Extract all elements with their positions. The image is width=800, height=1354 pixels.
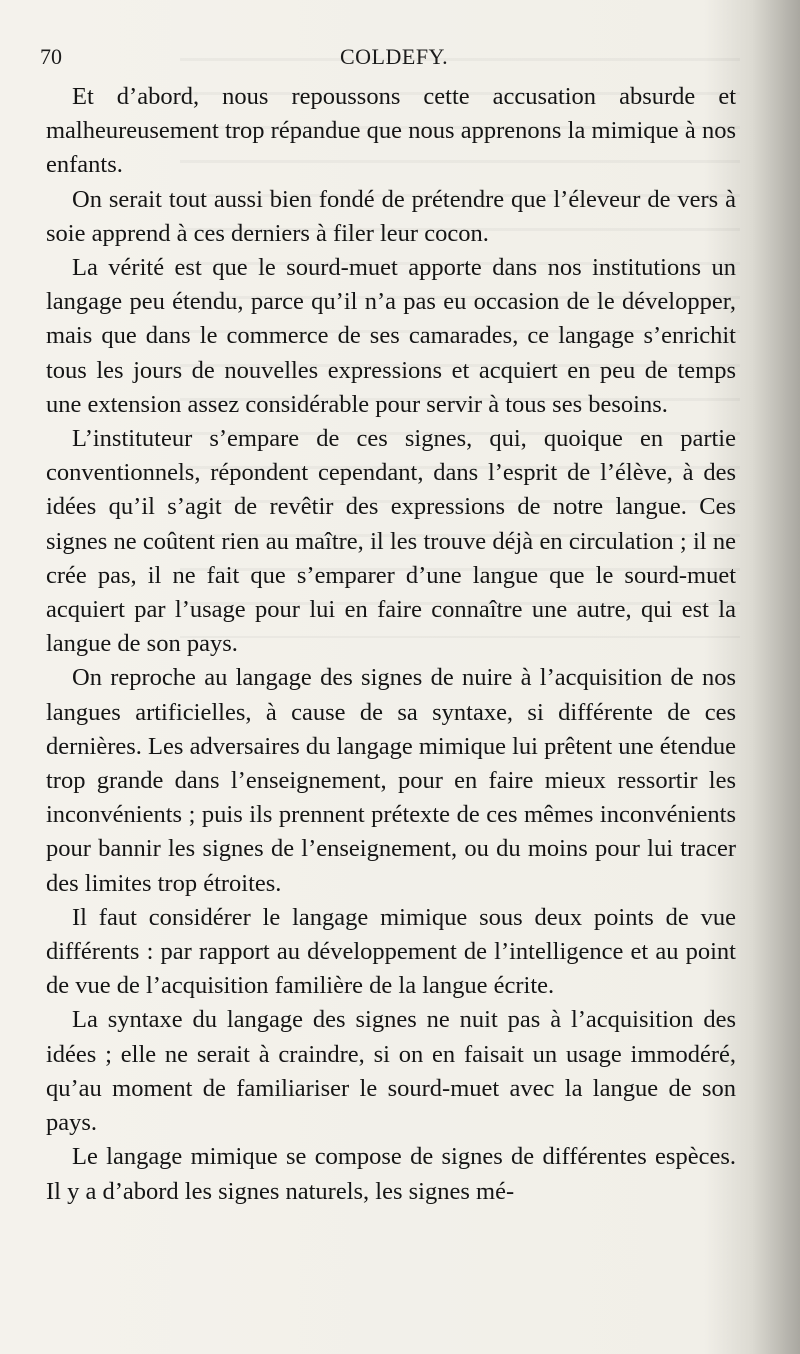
paragraph: Le langage mimique se compose de signes de différentes espèces. Il y a d’abord les signes naturels, les signes mé- [46,1143,736,1205]
paragraph: On serait tout aussi bien fondé de prétendre que l’éleveur de vers à soie apprend à ces derniers à filer leur cocon. [46,185,736,247]
paragraph: L’instituteur s’empare de ces signes, qui, quoique en partie conventionnels, répondent cependant, dans l’esprit de l’élève, à des idées qu’il s’agit de revêtir des expressions de notre langue. Ces signes ne coûtent rien au maître, il les trouve déjà en circulation ; il ne crée pas, il ne fait que s’emparer d’une langue que le sourd-muet acquiert par l’usage pour lui en faire connaître une autre, qui est la langue de son pays. [46,425,736,658]
paragraph: La vérité est que le sourd-muet apporte dans nos institutions un langage peu étendu, parce qu’il n’a pas eu occasion de le développer, mais que dans le commerce de ses camarades, ce langage s’enrichit tous les jours de nouvelles expressions et acquiert en peu de temps une extension assez considérable pour servir à tous ses besoins. [46,254,736,418]
paragraph: On reproche au langage des signes de nuire à l’acquisition de nos langues artificielles, à cause de sa syntaxe, si différente de ces dernières. Les adversaires du langage mimique lui prêtent une étendue trop grande dans l’enseignement, pour en faire mieux ressortir les inconvénients ; puis ils prennent prétexte de ces mêmes inconvénients pour bannir les signes de l’enseignement, ou du moins pour lui tracer des limites trop étroites. [46,664,736,897]
paragraph: Et d’abord, nous repoussons cette accusation absurde et malheureusement trop répandue que nous apprenons la mimique à nos enfants. [46,83,736,179]
body-text [46,80,736,1209]
running-head: COLDEFY. [340,44,449,69]
page-header [40,44,740,74]
paragraph: La syntaxe du langage des signes ne nuit pas à l’acquisition des idées ; elle ne serait à craindre, si on en faisait un usage immodéré, qu’au moment de familiariser le sourd-muet avec la langue de son pays. [46,1006,736,1137]
paragraph: Il faut considérer le langage mimique sous deux points de vue différents : par rapport au développement de l’intelligence et au point de vue de l’acquisition familière de la langue écrite. [46,903,736,1000]
page-number: 70 [40,44,62,69]
